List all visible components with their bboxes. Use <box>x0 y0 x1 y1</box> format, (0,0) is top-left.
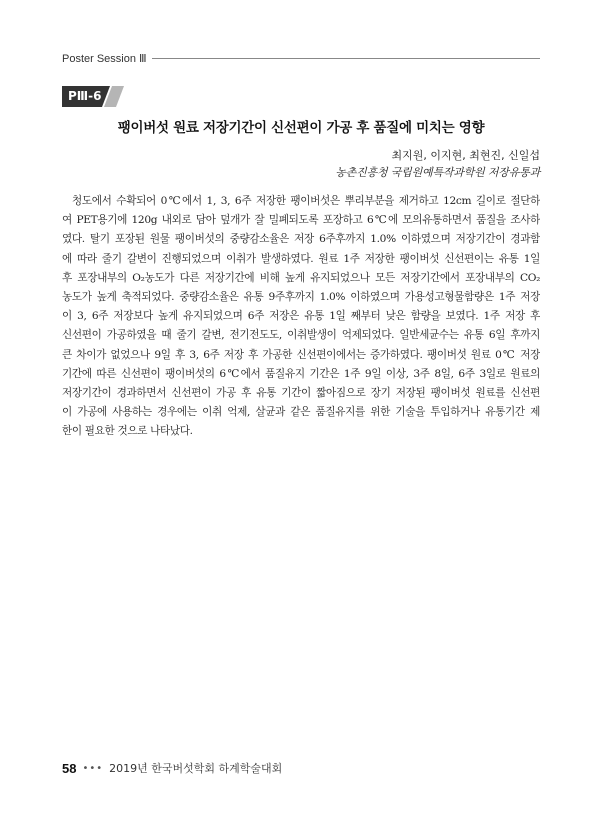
abstract-body <box>62 192 540 442</box>
page-number: 58 <box>62 760 77 776</box>
abstract-line: 한이 필요한 것으로 나타났다. <box>62 425 193 438</box>
running-header <box>62 50 540 66</box>
abstract-line: 신선편이 가공하였을 때 줄기 갈변, 전기전도도, 이취발생이 억제되었다. 일반세균수는 유통 6일 후까지 <box>62 329 540 342</box>
header-rule <box>152 58 540 59</box>
page-footer <box>62 759 282 777</box>
conference-name: 2019년 한국버섯학회 하계학술대회 <box>109 762 283 775</box>
abstract-line: 였다. 탈기 포장된 원물 팽이버섯의 중량감소율은 저장 6주후까지 1.0% 이하였으며 저장기간이 경과함 <box>62 233 540 246</box>
abstract-line: 후 포장내부의 O₂농도가 다른 저장기간에 비해 높게 유지되었으나 모든 저장기간에서 포장내부의 CO₂ <box>62 271 540 284</box>
abstract-line: 이 가공에 사용하는 경우에는 이취 억제, 살균과 같은 품질유지를 위한 기술을 투입하거나 유통기간 제 <box>62 406 540 419</box>
footer-dots: ••• <box>82 762 104 774</box>
session-label: Poster Session Ⅲ <box>62 52 147 65</box>
abstract-line: 여 PET용기에 120g 내외로 담아 덮개가 잘 밀폐되도록 포장하고 6℃에 모의유통하면서 품질을 조사하 <box>62 214 540 227</box>
author-list: 최지원, 이지현, 최현진, 신일섭 <box>391 149 540 162</box>
abstract-line: 농도가 높게 축적되었다. 중량감소율은 유통 9주후까지 1.0% 이하였으며 가용성고형물함량은 1주 저장 <box>62 291 540 304</box>
abstract-line: 저장기간이 경과하면서 신선편이 가공 후 유통 기간이 짧아짐으로 장기 저장된 팽이버섯 원료를 신선편 <box>62 387 540 400</box>
paper-title: 팽이버섯 원료 저장기간이 신선편이 가공 후 품질에 미치는 영향 <box>117 120 485 136</box>
poster-id: PⅢ-6 <box>68 89 102 103</box>
abstract-line: 큰 차이가 없었으나 9일 후 3, 6주 저장 후 가공한 신선편이에서는 증가하였다. 팽이버섯 원료 0℃ 저장 <box>62 348 540 361</box>
abstract-line: 기간에 따른 신선편이 팽이버섯의 6℃에서 품질유지 기간은 1주 9일 이상, 3주 8일, 6주 3일로 원료의 <box>62 367 540 380</box>
poster-badge <box>62 86 124 107</box>
abstract-line: 청도에서 수확되어 0℃에서 1, 3, 6주 저장한 팽이버섯은 뿌리부분을 제거하고 12cm 길이로 절단하 <box>72 195 540 207</box>
abstract-line: 이 3, 6주 저장보다 높게 유지되었으며 6주 저장은 유통 1일 째부터 낮은 함량을 보였다. 1주 저장 후 <box>62 310 540 323</box>
affiliation: 농촌진흥청 국립원예특작과학원 저장유통과 <box>335 166 540 179</box>
abstract-line: 에 따라 줄기 갈변이 진행되었으며 이취가 발생하였다. 원료 1주 저장한 팽이버섯 신선편이는 유통 1일 <box>62 252 540 265</box>
